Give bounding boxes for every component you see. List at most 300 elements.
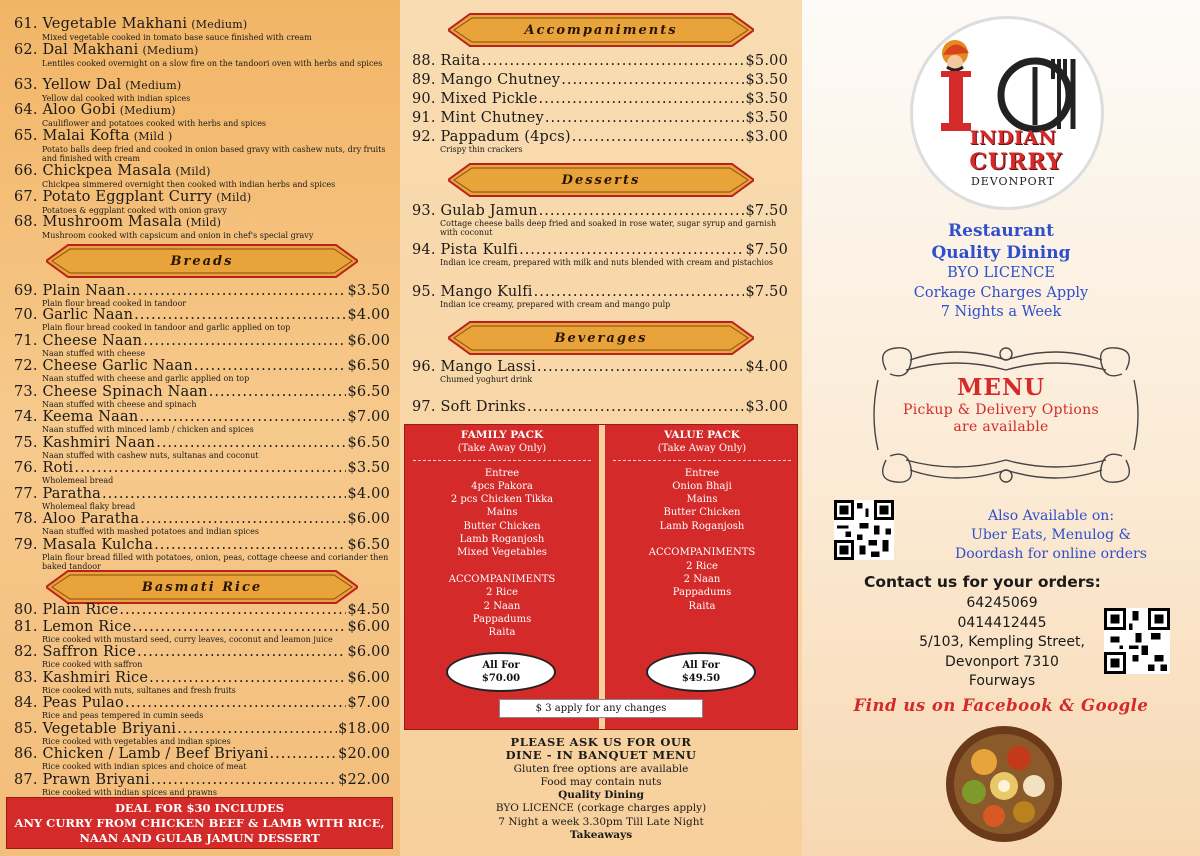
menu-item-name: 72. Cheese Garlic Naan xyxy=(14,358,193,374)
menu-item-price: $6.00 xyxy=(347,333,390,349)
changes-note: $ 3 apply for any changes xyxy=(499,699,703,718)
menu-item-line xyxy=(14,772,390,788)
menu-item xyxy=(412,359,788,384)
family-all-for: All For xyxy=(482,660,520,671)
menu-item-line xyxy=(14,77,390,94)
menu-item-name: 65. Malai Kofta xyxy=(14,128,130,144)
menu-panel-middle xyxy=(400,0,802,856)
menu-item-name: 76. Roti xyxy=(14,460,74,476)
menu-item-leader xyxy=(194,358,347,374)
menu-item-leader xyxy=(156,435,346,451)
contact-title: Contact us for your orders: xyxy=(864,573,1101,591)
menu-item-description: Plain flour bread cooked in tandoor xyxy=(42,299,187,308)
menu-item-description: Naan stuffed with cheese and spinach xyxy=(42,400,197,409)
menu-item-price: $3.50 xyxy=(745,110,788,126)
menu-item xyxy=(412,53,788,69)
menu-item-name: 91. Mint Chutney xyxy=(412,110,544,126)
menu-item-description: Crispy thin crackers xyxy=(440,145,523,154)
menu-item-leader xyxy=(119,602,346,618)
menu-item xyxy=(14,695,390,720)
menu-item-description: Potatoes & eggplant cooked with onion gravy xyxy=(42,206,227,215)
menu-item-leader xyxy=(125,695,347,711)
family-pack xyxy=(405,425,599,639)
menu-item-line xyxy=(412,72,788,88)
menu-item-description: Rice cooked with indian spices and prawns xyxy=(42,788,217,797)
menu-item-line xyxy=(412,242,788,258)
beverages-title: Beverages xyxy=(554,330,648,346)
pack-line: Entree xyxy=(684,467,720,479)
menu-item-name: 82. Saffron Rice xyxy=(14,644,137,660)
menu-item xyxy=(14,283,390,308)
menu-item-name: 67. Potato Eggplant Curry xyxy=(14,189,213,205)
logo-word-devonport: DEVONPORT xyxy=(970,175,1056,188)
pack-line: 2 Rice xyxy=(686,560,718,572)
beverages-banner xyxy=(448,320,754,356)
menu-item-description: Wholemeal bread xyxy=(42,476,114,485)
banquet-line: Gluten free options are available xyxy=(513,762,689,775)
menu-item-leader xyxy=(143,333,346,349)
value-price-badge xyxy=(646,652,756,692)
menu-item-name: 83. Kashmiri Rice xyxy=(14,670,149,686)
menu-item-line xyxy=(412,399,788,415)
menu-item xyxy=(14,511,390,536)
menu-item-name: 66. Chickpea Masala xyxy=(14,163,172,179)
pack-line: ACCOMPANIMENTS xyxy=(448,573,556,585)
menu-item-price: $3.50 xyxy=(347,460,390,476)
menu-item-description: Chumed yoghurt drink xyxy=(440,375,533,384)
menu-item xyxy=(14,16,390,42)
deal-line: NAAN AND GULAB JAMUN DESSERT xyxy=(79,831,320,845)
menu-item xyxy=(14,772,390,797)
menu-item-leader xyxy=(149,670,346,686)
menu-item-leader xyxy=(139,409,346,425)
menu-item-description: Rice cooked with saffron xyxy=(42,660,143,669)
banquet-line: Takeaways xyxy=(569,829,633,842)
menu-item-name: 63. Yellow Dal xyxy=(14,77,122,93)
banquet-line: Quality Dining xyxy=(558,789,644,802)
menu-item-price: $7.50 xyxy=(745,203,788,219)
banquet-line: PLEASE ASK US FOR OUR xyxy=(510,735,692,749)
menu-item-name: 75. Kashmiri Naan xyxy=(14,435,156,451)
menu-item-line xyxy=(14,644,390,660)
menu-item-leader xyxy=(481,53,744,69)
menu-item xyxy=(14,307,390,332)
menu-item-name: 94. Pista Kulfi xyxy=(412,242,519,258)
menu-item-description: Rice and peas tempered in cumin seeds xyxy=(42,711,204,720)
menu-item xyxy=(14,42,390,68)
tagline-line: Corkage Charges Apply xyxy=(913,284,1089,301)
tagline xyxy=(802,220,1200,323)
menu-item-line xyxy=(14,384,390,400)
pack-line: Raita xyxy=(488,627,516,639)
menu-item xyxy=(412,110,788,126)
menu-item-name: 86. Chicken / Lamb / Beef Briyani xyxy=(14,746,269,762)
menu-item-name: 69. Plain Naan xyxy=(14,283,126,299)
menu-item-size: (Medium) xyxy=(125,79,182,92)
menu-item xyxy=(14,721,390,746)
menu-item-description: Mixed vegetable cooked in tomato base sauce finished with cream xyxy=(42,33,312,42)
menu-item-leader xyxy=(519,242,744,258)
menu-item-line xyxy=(14,486,390,502)
menu-item-line xyxy=(412,203,788,219)
menu-item xyxy=(14,102,390,128)
menu-item-leader xyxy=(132,619,346,635)
pack-line: 2 Naan xyxy=(683,573,721,585)
menu-item-name: 71. Cheese Naan xyxy=(14,333,143,349)
social-line: Find us on Facebook & Google xyxy=(853,696,1149,715)
menu-item-line xyxy=(14,602,390,618)
menu-item-size: (Mild) xyxy=(175,165,211,178)
menu-item-description: Lentiles cooked overnight on a slow fire on the tandoori oven with herbs and spices xyxy=(42,59,383,68)
logo-circle xyxy=(910,16,1104,210)
pack-line: Mixed Vegetables xyxy=(457,547,547,559)
menu-item-name: 79. Masala Kulcha xyxy=(14,537,154,553)
menu-item xyxy=(14,128,390,163)
family-pack-subtitle: (Take Away Only) xyxy=(457,443,547,455)
menu-item-price: $6.50 xyxy=(347,435,390,451)
banquet-info xyxy=(400,736,802,842)
menu-item-price: $3.00 xyxy=(745,399,788,415)
menu-item-leader xyxy=(270,746,338,762)
pack-line: 4pcs Pakora xyxy=(471,480,533,492)
menu-item-line xyxy=(14,511,390,527)
menu-item-price: $6.00 xyxy=(347,644,390,660)
info-panel-right xyxy=(802,0,1200,856)
menu-item-name: 73. Cheese Spinach Naan xyxy=(14,384,208,400)
menu-item-name: 96. Mango Lassi xyxy=(412,359,536,375)
menu-box xyxy=(802,374,1200,436)
banquet-line: Food may contain nuts xyxy=(540,775,662,788)
menu-item-description: Naan stuffed with minced lamb / chicken and spices xyxy=(42,425,254,434)
pack-line: Butter Chicken xyxy=(463,520,541,532)
menu-item xyxy=(412,203,788,237)
menu-item-name: 92. Pappadum (4pcs) xyxy=(412,129,571,145)
menu-item-leader xyxy=(102,486,346,502)
menu-item-line xyxy=(14,42,390,59)
menu-item-price: $5.00 xyxy=(745,53,788,69)
menu-item-price: $3.50 xyxy=(745,91,788,107)
menu-item-line xyxy=(14,670,390,686)
menu-item-price: $6.50 xyxy=(347,537,390,553)
menu-item-name: 70. Garlic Naan xyxy=(14,307,134,323)
menu-item-line xyxy=(14,189,390,206)
packs-box xyxy=(404,424,798,730)
menu-item-line xyxy=(412,284,788,300)
rice-title: Basmati Rice xyxy=(141,579,263,595)
menu-item-line xyxy=(14,128,390,145)
menu-item-description: Indian ice creamy, prepared with cream and mango pulp xyxy=(440,300,671,309)
menu-item-name: 85. Vegetable Briyani xyxy=(14,721,177,737)
menu-item xyxy=(412,72,788,88)
menu-item xyxy=(14,435,390,460)
also-line: Also Available on: xyxy=(987,508,1115,524)
menu-item-price: $3.50 xyxy=(347,283,390,299)
menu-item-name: 87. Prawn Briyani xyxy=(14,772,150,788)
menu-item-description: Naan stuffed with cheese xyxy=(42,349,146,358)
menu-item-size: (Mild) xyxy=(186,216,222,229)
rice-banner xyxy=(46,569,358,605)
menu-item-description: Indian ice cream, prepared with milk and nuts blended with cream and pistachios xyxy=(440,258,774,267)
menu-item-leader xyxy=(545,110,745,126)
menu-item-line xyxy=(412,129,788,145)
menu-item-name: 90. Mixed Pickle xyxy=(412,91,538,107)
family-price: $70.00 xyxy=(481,673,521,684)
menu-item-leader xyxy=(151,772,337,788)
menu-item-price: $4.00 xyxy=(347,486,390,502)
menu-item-line xyxy=(14,358,390,374)
menu-item-price: $18.00 xyxy=(338,721,390,737)
accompaniments-title: Accompaniments xyxy=(524,22,678,38)
pack-line: Raita xyxy=(688,600,716,612)
menu-item-name: 93. Gulab Jamun xyxy=(412,203,538,219)
menu-item-line xyxy=(14,695,390,711)
menu-item-leader xyxy=(539,91,745,107)
menu-item-size: (Medium) xyxy=(142,44,199,57)
menu-item-line xyxy=(412,359,788,375)
menu-item-size: (Mild) xyxy=(216,191,252,204)
menu-item-line xyxy=(14,460,390,476)
also-line: Uber Eats, Menulog & xyxy=(971,527,1131,543)
menu-item-price: $7.00 xyxy=(347,695,390,711)
menu-item-price: $6.00 xyxy=(347,511,390,527)
address-line: Devonport 7310 xyxy=(945,653,1059,670)
menu-item-line xyxy=(14,214,390,231)
menu-item-size: (Medium) xyxy=(119,104,176,117)
menu-item-description: Potato balls deep fried and cooked in onion based gravy with cashew nuts, dry fruits and finished with cream xyxy=(42,145,386,163)
value-pack-subtitle: (Take Away Only) xyxy=(657,443,747,455)
menu-item xyxy=(14,460,390,485)
menu-item-leader xyxy=(134,307,346,323)
pack-line xyxy=(605,533,799,546)
tagline-line: Restaurant xyxy=(948,221,1054,241)
menu-item-description: Cottage cheese balls deep fried and soaked in rose water, sugar syrup and garnish with coconut xyxy=(440,219,777,237)
menu-item xyxy=(14,77,390,103)
menu-item-price: $7.50 xyxy=(745,242,788,258)
menu-item-leader xyxy=(74,460,346,476)
menu-item-leader xyxy=(177,721,337,737)
menu-item-name: 80. Plain Rice xyxy=(14,602,119,618)
menu-item-name: 89. Mango Chutney xyxy=(412,72,561,88)
qr-code-icon[interactable] xyxy=(1104,608,1170,674)
menu-item-line xyxy=(14,721,390,737)
tagline-line: 7 Nights a Week xyxy=(940,304,1062,320)
menu-item-price: $20.00 xyxy=(338,746,390,762)
menu-item-line xyxy=(14,307,390,323)
menu-item-price: $22.00 xyxy=(338,772,390,788)
menu-item-leader xyxy=(561,72,744,88)
contact-details xyxy=(882,594,1122,692)
menu-item-leader xyxy=(126,283,346,299)
pack-line: 2 Naan xyxy=(483,600,521,612)
menu-item xyxy=(412,129,788,154)
menu-item-description: Wholemeal flaky bread xyxy=(42,502,136,511)
value-pack xyxy=(605,425,799,613)
pack-line: Mains xyxy=(486,507,518,519)
family-price-badge xyxy=(446,652,556,692)
logo-word-indian: INDIAN xyxy=(969,127,1057,149)
menu-item-description: Mushroom cooked with capsicum and onion in chef's special gravy xyxy=(42,231,314,240)
banquet-line: DINE - IN BANQUET MENU xyxy=(505,748,697,763)
pack-line: 2 pcs Chicken Tikka xyxy=(450,494,554,506)
menu-item xyxy=(14,746,390,771)
desserts-title: Desserts xyxy=(561,172,641,188)
value-pack-title: VALUE PACK xyxy=(664,429,740,441)
menu-item xyxy=(14,189,390,215)
menu-line: are available xyxy=(953,419,1049,435)
menu-item-price: $6.50 xyxy=(347,358,390,374)
menu-item-line xyxy=(412,53,788,69)
family-pack-lines xyxy=(405,467,599,640)
menu-item xyxy=(412,399,788,415)
menu-item-leader xyxy=(209,384,347,400)
breads-banner xyxy=(46,243,358,279)
menu-item-description: Plain flour bread filled with potatoes, onion, peas, cottage cheese and coriander then baked tandoor xyxy=(42,553,389,571)
menu-item-name: 64. Aloo Gobi xyxy=(14,102,116,118)
menu-item-name: 95. Mango Kulfi xyxy=(412,284,533,300)
menu-item-description: Plain flour bread cooked in tandoor and garlic applied on top xyxy=(42,323,291,332)
menu-item-line xyxy=(14,333,390,349)
menu-item-name: 62. Dal Makhani xyxy=(14,42,139,58)
menu-item xyxy=(14,670,390,695)
menu-item-leader xyxy=(539,203,745,219)
menu-item-size: (Medium) xyxy=(191,18,248,31)
address-line: 5/103, Kempling Street, xyxy=(919,634,1085,650)
menu-item-leader xyxy=(154,537,346,553)
also-available xyxy=(902,507,1200,564)
pack-line: Butter Chicken xyxy=(663,507,741,519)
menu-item-leader xyxy=(537,359,745,375)
menu-item-leader xyxy=(137,644,346,660)
menu-item-description: Yellow dal cooked with indian spices xyxy=(42,94,191,103)
menu-item-price: $3.00 xyxy=(745,129,788,145)
menu-item-line xyxy=(14,283,390,299)
pack-line: Pappadums xyxy=(472,613,532,625)
menu-item-name: 68. Mushroom Masala xyxy=(14,214,183,230)
also-line: Doordash for online orders xyxy=(955,546,1147,562)
accompaniments-banner xyxy=(448,12,754,48)
pack-line: 2 Rice xyxy=(486,587,518,599)
deal-line: DEAL FOR $30 INCLUDES xyxy=(114,801,285,815)
deal-box xyxy=(6,797,393,849)
menu-item-name: 84. Peas Pulao xyxy=(14,695,124,711)
menu-item xyxy=(14,537,390,571)
pack-line: Onion Bhaji xyxy=(672,480,732,492)
menu-item xyxy=(14,163,390,189)
menu-item-price: $7.50 xyxy=(745,284,788,300)
tagline-line: Quality Dining xyxy=(931,243,1071,263)
menu-item-description: Rice cooked with nuts, sultanes and fresh fruits xyxy=(42,686,236,695)
menu-item xyxy=(14,619,390,644)
banquet-line: 7 Night a week 3.30pm Till Late Night xyxy=(498,815,704,828)
logo-word-curry: CURRY xyxy=(969,149,1063,175)
menu-item-price: $3.50 xyxy=(745,72,788,88)
address-line: Fourways xyxy=(968,673,1036,689)
menu-item-description: Naan stuffed with cashew nuts, sultanas and coconut xyxy=(42,451,259,460)
menu-item-description: Cauliflower and potatoes cooked with herbs and spices xyxy=(42,119,267,128)
menu-item xyxy=(14,409,390,434)
menu-item-line xyxy=(14,435,390,451)
desserts-banner xyxy=(448,162,754,198)
value-price: $49.50 xyxy=(681,673,721,684)
menu-item-description: Naan stuffed with mashed potatoes and indian spices xyxy=(42,527,259,536)
menu-item xyxy=(14,358,390,383)
phone-1[interactable]: 64245069 xyxy=(966,595,1038,611)
menu-item-line xyxy=(14,746,390,762)
pack-line: Mains xyxy=(686,494,718,506)
food-platter-image xyxy=(944,724,1064,844)
menu-item-line xyxy=(412,110,788,126)
menu-item-name: 74. Keema Naan xyxy=(14,409,139,425)
menu-item-size: (Mild ) xyxy=(133,130,173,143)
menu-item-leader xyxy=(140,511,346,527)
menu-item-description: Chickpea simmered overnight then cooked with indian herbs and spices xyxy=(42,180,336,189)
phone-2[interactable]: 0414412445 xyxy=(957,614,1047,631)
menu-panel-left xyxy=(0,0,400,856)
menu-item xyxy=(14,214,390,240)
menu-item-line xyxy=(14,537,390,553)
menu-item-line xyxy=(412,91,788,107)
menu-item-line xyxy=(14,409,390,425)
menu-item-price: $4.50 xyxy=(347,602,390,618)
value-all-for: All For xyxy=(682,660,720,671)
menu-item-description: Rice cooked with indian spices and choice of meat xyxy=(42,762,247,771)
pack-line: ACCOMPANIMENTS xyxy=(648,547,756,559)
family-pack-title: FAMILY PACK xyxy=(460,429,544,441)
menu-item-price: $6.00 xyxy=(347,619,390,635)
menu-item xyxy=(14,384,390,409)
menu-item-description: Naan stuffed with cheese and garlic applied on top xyxy=(42,374,250,383)
menu-item xyxy=(14,486,390,511)
menu-item xyxy=(14,602,390,618)
menu-item xyxy=(412,91,788,107)
menu-item-description: Rice cooked with vegetables and indian spices xyxy=(42,737,231,746)
menu-item-name: 77. Paratha xyxy=(14,486,102,502)
menu-item-description: Rice cooked with mustard seed, curry leaves, coconut and leamon juice xyxy=(42,635,333,644)
pack-line: Lamb Roganjosh xyxy=(659,520,745,532)
menu-item-line xyxy=(14,163,390,180)
value-pack-lines xyxy=(605,467,799,613)
menu-line: Pickup & Delivery Options xyxy=(903,402,1099,418)
pack-line xyxy=(405,560,599,573)
menu-item-price: $7.00 xyxy=(347,409,390,425)
banquet-line: BYO LICENCE (corkage charges apply) xyxy=(495,802,707,815)
menu-item xyxy=(412,284,788,309)
menu-item xyxy=(412,242,788,267)
menu-item-leader xyxy=(572,129,745,145)
pack-line: Pappadums xyxy=(672,587,732,599)
menu-item-name: 97. Soft Drinks xyxy=(412,399,526,415)
menu-item-price: $4.00 xyxy=(745,359,788,375)
menu-item-name: 61. Vegetable Makhani xyxy=(14,16,188,32)
menu-item-name: 81. Lemon Rice xyxy=(14,619,132,635)
menu-item-leader xyxy=(527,399,745,415)
menu-item-name: 88. Raita xyxy=(412,53,481,69)
menu-item-line xyxy=(14,102,390,119)
menu-item-line xyxy=(14,619,390,635)
deal-line: ANY CURRY FROM CHICKEN BEEF & LAMB WITH RICE, xyxy=(14,816,385,830)
tagline-line: BYO LICENCE xyxy=(947,265,1055,281)
qr-code-icon[interactable] xyxy=(834,500,894,560)
breads-title: Breads xyxy=(170,253,234,269)
menu-item-price: $4.00 xyxy=(347,307,390,323)
menu-item xyxy=(14,644,390,669)
menu-item-name: 78. Aloo Paratha xyxy=(14,511,140,527)
pack-line: Entree xyxy=(484,467,520,479)
pack-line: Lamb Roganjosh xyxy=(459,534,545,546)
menu-item-price: $6.00 xyxy=(347,670,390,686)
menu-title: MENU xyxy=(956,374,1046,401)
menu-item xyxy=(14,333,390,358)
